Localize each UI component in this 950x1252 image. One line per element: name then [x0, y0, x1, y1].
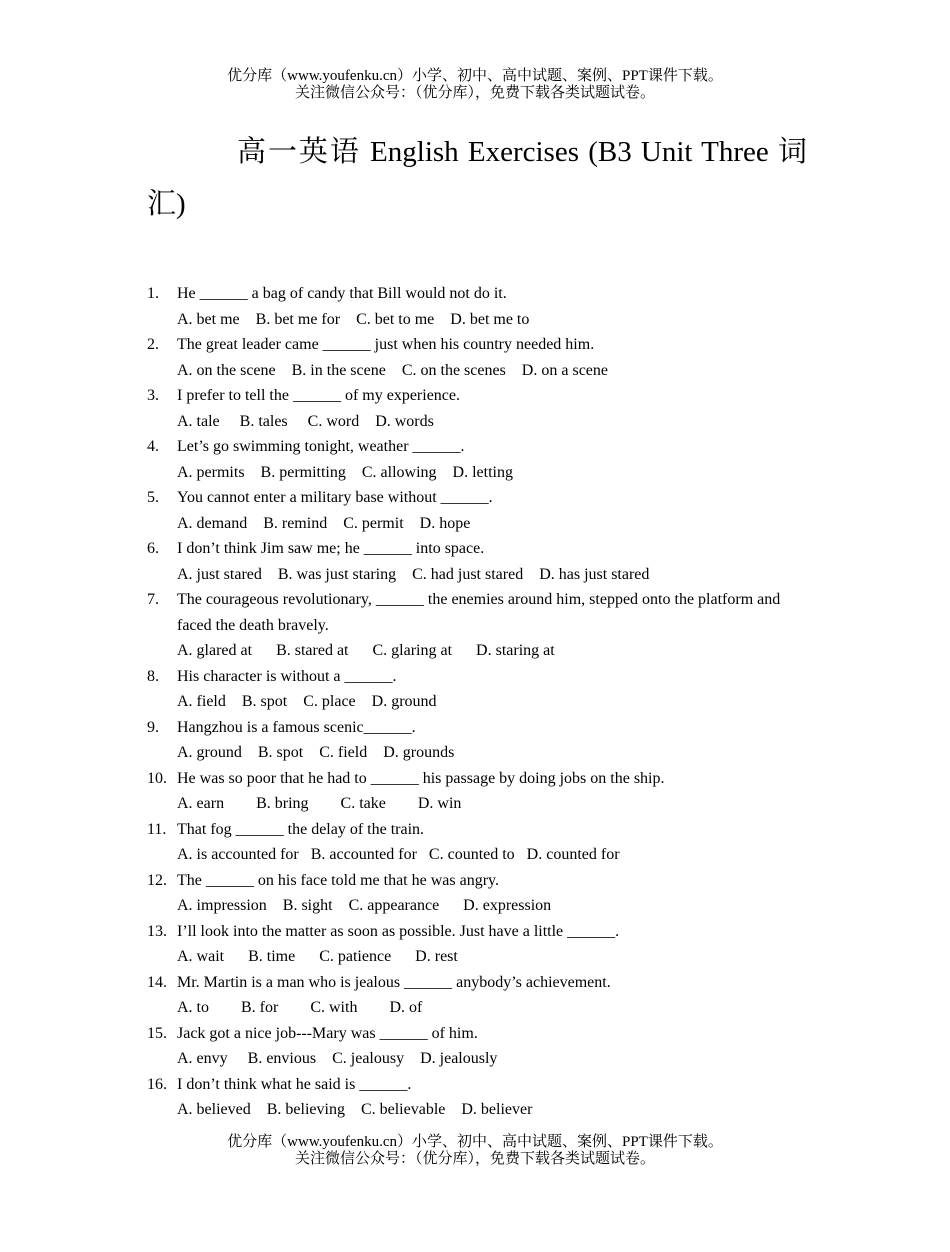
question-stem: Jack got a nice job---Mary was ______ of him.: [177, 1024, 478, 1042]
question-number: 3.: [147, 387, 159, 404]
question-item: [147, 1072, 807, 1123]
footer-line-1: 优分库（www.youfenku.cn）小学、初中、高中试题、案例、PPT课件下载。: [227, 1134, 723, 1150]
question-stem: He was so poor that he had to ______ his passage by doing jobs on the ship.: [177, 769, 665, 787]
question-number: 7.: [147, 591, 159, 608]
question-number: 12.: [147, 871, 167, 889]
question-stem: His character is without a ______.: [177, 667, 397, 685]
question-item: [147, 868, 807, 919]
question-stem: You cannot enter a military base without ______.: [177, 489, 493, 506]
question-stem: He ______ a bag of candy that Bill would not do it.: [177, 285, 507, 302]
question-stem: The great leader came ______ just when his country needed him.: [177, 336, 595, 353]
question-options: A. permits B. permitting C. allowing D. letting: [177, 463, 513, 481]
question-item: [147, 383, 807, 434]
question-number: 14.: [147, 973, 167, 991]
question-number: 5.: [147, 489, 159, 506]
question-stem: I don’t think Jim saw me; he ______ into space.: [177, 540, 485, 557]
question-list: [147, 281, 807, 1123]
question-stem: I don’t think what he said is ______.: [177, 1075, 412, 1093]
question-options: A. to B. for C. with D. of: [177, 999, 423, 1016]
question-item: [147, 536, 807, 587]
document-title: [147, 126, 807, 230]
question-number: 6.: [147, 540, 159, 557]
question-stem: Let’s go swimming tonight, weather ______.: [177, 438, 465, 455]
question-options: A. believed B. believing C. believable D. believer: [177, 1101, 533, 1118]
question-options: A. earn B. bring C. take D. win: [177, 795, 462, 812]
page-header: [0, 68, 950, 102]
question-stem: That fog ______ the delay of the train.: [177, 820, 425, 838]
title-line-1: 高一英语 English Exercises (B3 Unit Three 词: [237, 136, 807, 168]
question-item: [147, 1021, 807, 1072]
question-number: 10.: [147, 769, 167, 787]
question-number: 11.: [147, 820, 167, 838]
question-stem: The ______ on his face told me that he was angry.: [177, 871, 499, 889]
question-options: A. bet me B. bet me for C. bet to me D. bet me to: [177, 310, 530, 328]
question-item: [147, 485, 807, 536]
question-item: [147, 434, 807, 485]
question-options: A. envy B. envious C. jealousy D. jealously: [177, 1050, 498, 1067]
question-options: A. glared at B. stared at C. glaring at D. staring at: [177, 642, 555, 659]
question-options: A. field B. spot C. place D. ground: [177, 693, 437, 710]
question-number: 8.: [147, 667, 159, 685]
question-number: 15.: [147, 1024, 167, 1042]
question-item: [147, 970, 807, 1021]
header-line-2: 关注微信公众号：（优分库），免费下载各类试题试卷。: [294, 85, 655, 101]
question-item: [147, 332, 807, 383]
question-item: [147, 817, 807, 868]
title-line-2: 汇): [147, 188, 186, 220]
question-item: [147, 766, 807, 817]
question-stem: Hangzhou is a famous scenic______.: [177, 718, 416, 736]
question-stem: I prefer to tell the ______ of my experience.: [177, 387, 460, 404]
header-line-1: 优分库（www.youfenku.cn）小学、初中、高中试题、案例、PPT课件下载。: [227, 68, 723, 84]
question-item: [147, 715, 807, 766]
question-item: [147, 664, 807, 715]
question-options: A. tale B. tales C. word D. words: [177, 412, 434, 430]
question-stem: The courageous revolutionary, ______ the enemies around him, stepped onto the platform and faced the death bravely.: [177, 591, 781, 634]
question-number: 1.: [147, 285, 159, 302]
question-number: 13.: [147, 922, 167, 940]
question-options: A. is accounted for B. accounted for C. counted to D. counted for: [177, 846, 620, 863]
question-item: [147, 281, 807, 332]
question-options: A. on the scene B. in the scene C. on the scenes D. on a scene: [177, 361, 608, 379]
question-item: [147, 919, 807, 970]
question-stem: I’ll look into the matter as soon as possible. Just have a little ______.: [177, 922, 620, 940]
question-stem: Mr. Martin is a man who is jealous ______ anybody’s achievement.: [177, 973, 611, 991]
question-item: [147, 587, 807, 664]
question-number: 16.: [147, 1075, 167, 1093]
question-options: A. just stared B. was just staring C. had just stared D. has just stared: [177, 565, 650, 583]
page-footer: [0, 1134, 950, 1168]
question-options: A. impression B. sight C. appearance D. expression: [177, 897, 552, 914]
question-number: 2.: [147, 336, 159, 353]
question-options: A. ground B. spot C. field D. grounds: [177, 744, 455, 761]
footer-line-2: 关注微信公众号：（优分库），免费下载各类试题试卷。: [294, 1151, 655, 1167]
question-number: 9.: [147, 718, 159, 736]
question-options: A. wait B. time C. patience D. rest: [177, 948, 458, 965]
question-options: A. demand B. remind C. permit D. hope: [177, 514, 471, 532]
question-number: 4.: [147, 438, 159, 455]
